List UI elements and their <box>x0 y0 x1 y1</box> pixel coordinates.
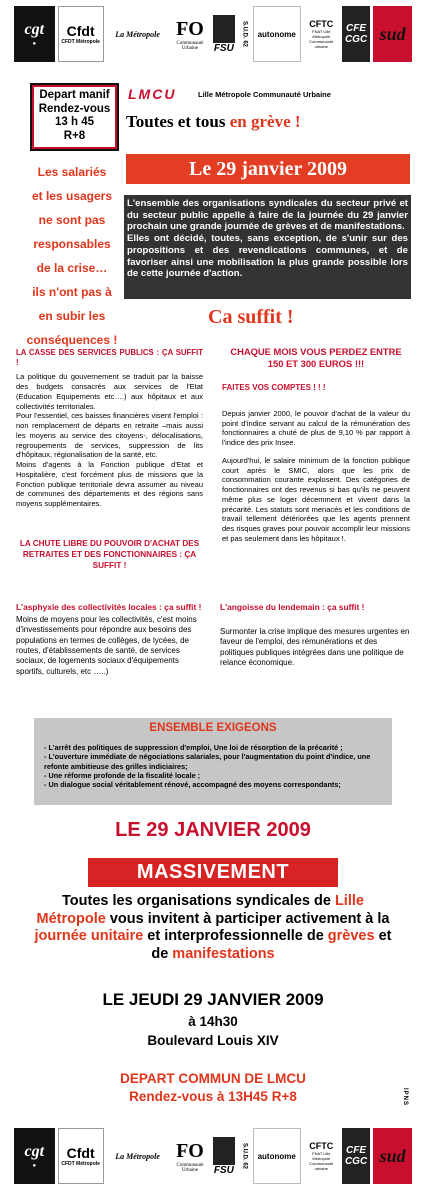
services-publics-heading: LA CASSE DES SERVICES PUBLICS : ÇA SUFFIT ! <box>16 348 203 368</box>
exigeons-title: ENSEMBLE EXIGEONS <box>149 722 277 734</box>
depart-manif-box <box>30 83 119 151</box>
exigeons-item: - Un dialogue social véritablement rénové, accompagné des moyens correspondants; <box>44 780 341 790</box>
la-metropole-logo: La Métropole <box>115 29 160 39</box>
union-logos-top <box>14 6 412 62</box>
lmcu-subtitle: Lille Métropole Communauté Urbaine <box>198 90 331 99</box>
massivement-banner: MASSIVEMENT <box>88 858 338 887</box>
exigeons-item: - Une réforme profonde de la fiscalité locale ; <box>44 770 201 780</box>
exigeons-list <box>44 743 382 790</box>
appeal-text: Toutes les organisations syndicales de Lille Métropole vous invitent à participer activement à la journée unitaire et interprofessionnelle de grèves et de manifestations <box>34 893 392 962</box>
cfe-cgc-logo: CFE CGC <box>342 1128 370 1184</box>
ipns-mark: IPNS <box>402 1088 408 1107</box>
depart-line-4: R+8 <box>63 129 86 142</box>
services-publics-paragraph: La politique du gouvernement se traduit par la baisse des budgets consacrés aux services de l'Etat (Education Equipements etc….) aux hôpitaux et aux collectivités territoriales. <box>16 372 203 411</box>
slogan-line: et les usagers <box>31 189 113 203</box>
slogan-line: de la crise… <box>36 261 108 275</box>
event-time: à 14h30 <box>188 1014 238 1029</box>
date-banner: Le 29 janvier 2009 <box>126 154 410 184</box>
angoisse-paragraph: Surmonter la crise implique des mesures urgentes en faveur de l'emploi, des rémunérations et des politiques publiques intégrées dans une politique de relance économique. <box>220 626 410 668</box>
cfdt-logo: Cfdt CFDT Métropole <box>58 1128 104 1184</box>
fo-logo: FO Communauté Urbaine <box>176 1139 204 1173</box>
slogan-line: ne sont pas <box>38 213 106 227</box>
depart-line-3: 13 h 45 <box>55 116 94 129</box>
ensemble-exigeons-box <box>34 718 392 805</box>
services-publics-paragraph: Moins d'agents à la Fonction publique d'Etat et Hospitalière, c'est forcément plus de missions que la Fonction publique territoriale devra assumer au niveau de communes des départements et des régions sans moyens supplémentaires. <box>16 460 203 508</box>
depart-line-1: Depart manif <box>39 89 110 101</box>
intro-paragraph: Elles ont décidé, toutes, sans exception, de s'unir sur des propositions et des revendications communes, et de favoriser ainsi une mobilisation la plus grande possible lors de cette journée d'action. <box>127 233 408 280</box>
slogan-line: responsables <box>33 237 111 251</box>
fsu-logo: FSU <box>211 1128 236 1184</box>
pouvoir-achat-paragraph: Aujourd'hui, le salaire minimum de la fonction publique court après le SMIC, alors que les prix de consommation courante explosent. Des catégories de fonctionnaires ont des revenus si bas qu'ils ne peuvent même plus se loger décemment et vivent dans la précarité. Les statuts sont menacés et les conditions de travail tellement détériorées que les agents prennent des risques graves pour pouvoir accomplir leur missions et pas seulement dans les hôpitaux !. <box>222 455 410 543</box>
greve-title: Toutes et tous en grève ! <box>126 112 301 131</box>
depart-commun <box>0 1070 426 1105</box>
slogan-line: Les salariés <box>37 165 107 179</box>
exigeons-item: - L'arrêt des politiques de suppression d'emploi, Une loi de résorption de la précarité ; <box>44 743 343 752</box>
asphyxie-paragraph: Moins de moyens pour les collectivités, c'est moins d'investissements pour répondre aux besoins des populations en termes de collèges, de lycées, de routes, d'établissements de santé, de services sociaux, de logements sociaux d'équipements sportifs, culturels, etc …..) <box>16 614 197 676</box>
intro-paragraph: L'ensemble des organisations syndicales du secteur privé et du secteur public appelle à faire de la journée du 29 janvier prochain une grande journée de grèves et de manifestations. <box>127 198 408 233</box>
slogan <box>10 160 134 352</box>
autonome-logo: autonome <box>253 1128 301 1184</box>
ca-suffit-heading: Ca suffit ! <box>208 306 294 328</box>
lmcu-title: LMCU <box>128 86 177 102</box>
depart-line-2: Rendez-vous <box>38 102 111 115</box>
faites-vos-comptes: FAITES VOS COMPTES ! ! ! <box>222 383 326 393</box>
sud62-logo: S.U.D. 62 <box>241 20 248 47</box>
sud-logo: sud <box>373 1128 412 1184</box>
slogan-line: conséquences ! <box>26 333 118 347</box>
cgt-logo: cgt ● <box>14 1128 55 1184</box>
cgt-logo: cgt ● <box>14 6 55 62</box>
slogan-line: ils n'ont pas à <box>32 285 112 299</box>
sud-logo: sud <box>373 6 412 62</box>
big-date: LE 29 JANVIER 2009 <box>115 819 311 841</box>
exigeons-item: - L'ouverture immédiate de négociations salariales, pour l'augmentation du point d'indice, une refonte ambitieuse des grilles indiciaires; <box>44 752 371 771</box>
services-publics-section <box>16 348 203 509</box>
event-date: LE JEUDI 29 JANVIER 2009 <box>102 990 324 1009</box>
angoisse-section <box>220 602 410 668</box>
slogan-line: en subir les <box>38 309 106 323</box>
pouvoir-achat-heading: CHAQUE MOIS VOUS PERDEZ ENTRE 150 ET 300 EUROS !!! <box>230 346 402 370</box>
fo-logo: FO Communauté Urbaine <box>176 17 204 51</box>
union-logos-bottom <box>14 1128 412 1184</box>
depart-commun-line: Rendez-vous à 13H45 R+8 <box>129 1088 297 1104</box>
services-publics-paragraph: Pour l'essentiel, ces baisses financières visent l'emploi : non remplacement de départs en retraite –mais aussi les moyens au service des citoyens-, délocalisations, regroupements de services, suppression de lits d'hôpitaux, régionalisation de la santé, etc. <box>16 411 203 460</box>
la-metropole-logo: La Métropole <box>115 1151 160 1161</box>
pouvoir-achat-paragraph: Depuis janvier 2000, le pouvoir d'achat de la valeur du point d'indice servant au calcul de la rémunération des fonctionnaires a chuté de plus de 9,10 % par rapport à l'indice des prix Insee. <box>222 408 410 448</box>
cfe-cgc-logo: CFE CGC <box>342 6 370 62</box>
chute-libre-heading: LA CHUTE LIBRE DU POUVOIR D'ACHAT DES RETRAITES ET DES FONCTIONNAIRES : ÇA SUFFIT ! <box>19 539 200 570</box>
autonome-logo: autonome <box>253 6 301 62</box>
angoisse-heading: L'angoisse du lendemain : ça suffit ! <box>220 602 365 612</box>
pouvoir-achat-section <box>222 346 410 544</box>
event-location: Boulevard Louis XIV <box>147 1033 279 1048</box>
asphyxie-heading: L'asphyxie des collectivités locales : ça suffit ! <box>16 602 202 612</box>
sud62-logo: S.U.D. 62 <box>241 1142 248 1169</box>
asphyxie-section <box>16 602 206 677</box>
fsu-logo: FSU <box>211 6 236 62</box>
intro-box <box>124 195 411 299</box>
cftc-logo: CFTC FNAT Lille Métropole Communauté urbaine <box>309 19 334 49</box>
cftc-logo: CFTC FNAT Lille Métropole Communauté urbaine <box>309 1141 334 1171</box>
depart-commun-line: DEPART COMMUN DE LMCU <box>120 1071 306 1086</box>
cfdt-logo: Cfdt CFDT Métropole <box>58 6 104 62</box>
